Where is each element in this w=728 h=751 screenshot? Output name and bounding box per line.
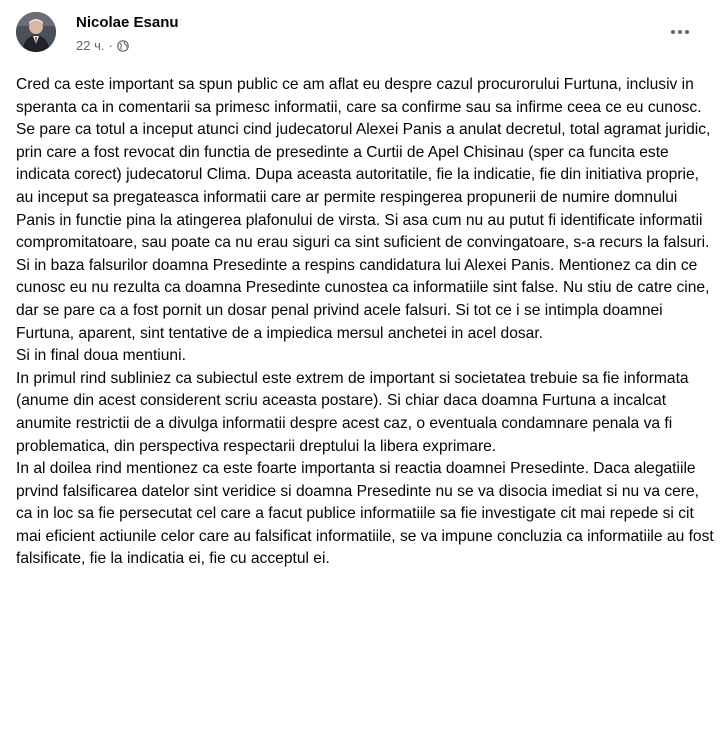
- avatar[interactable]: [16, 12, 56, 52]
- post-time[interactable]: 22 ч.: [76, 38, 105, 53]
- post-body: [16, 74, 716, 571]
- post-paragraph: Si in final doua mentiuni.: [16, 347, 186, 365]
- post-meta: [76, 38, 129, 53]
- post-paragraph: Cred ca este important sa spun public ce am aflat eu despre cazul procurorului Furtuna, inclusiv in speranta ca in comentarii sa primesc informatii, care sa confirme sau sa infirme ceea ce eu cunosc.: [16, 76, 702, 116]
- post-paragraph: In al doilea rind mentionez ca este foarte importanta si reactia doamnei Presedinte. Daca alegatiile prvind falsificarea datelor sint veridice si doamna Presedinte nu se va disocia imediat si nu va cere, ca in loc sa fie persecutat cel care a facut publice informatiile sa fie investigate cit mai repede si cit mai eficient actiunile celor care au falsificat informatiile, se va impune concluzia ca informatiile au fost falsificate, fie la indicatia ei, fie cu acceptul ei.: [16, 460, 714, 568]
- post-paragraph: In primul rind subliniez ca subiectul este extrem de important si societatea trebuie sa fie informata (anume din acest considerent scriu aceasta postare). Si chiar daca doamna Furtuna a incalcat anumite restrictii de a divulga informatii despre acest caz, o eventuala condamnare penala va fi problematica, din perspectiva respectarii dreptului la libera exprimare.: [16, 369, 689, 455]
- meta-separator: ·: [108, 38, 113, 53]
- post-header: [16, 12, 712, 62]
- more-options-button[interactable]: [662, 20, 698, 44]
- more-dot-icon: [671, 30, 675, 34]
- avatar-image: [16, 12, 56, 52]
- author-name[interactable]: Nicolae Esanu: [76, 14, 179, 31]
- more-dot-icon: [685, 30, 689, 34]
- post-paragraph: Se pare ca totul a inceput atunci cind judecatorul Alexei Panis a anulat decretul, total agramat juridic, prin care a fost revocat din functia de presedinte a Curtii de Apel Chisinau (sper ca funcita este indicata corect) judecatorul Clima. Dupa aceasta autoritatile, fie la indicatie, fie din initiativa proprie, au inceput sa pregateasca informatii care ar permite respingerea propunerii de numire domnului Panis in functie pina la atingerea plafonului de virsta. Si asa cum nu au putut fi identificate informatii compromitatoare, sau poate ca nu erau siguri ca sint suficient de convingatoare, s-a recurs la falsuri. Si in baza falsurilor doamna Presedinte a respins candidatura lui Alexei Panis. Mentionez ca din ce cunosc eu nu rezulta ca doamna Presedinte cunostea ca informatiile sint false. Nu stiu de catre cine, dar se pare ca a fost pornit un dosar penal privind acele falsuri. Si tot ce i se intimpla doamnei Furtuna, aparent, sint tentative de a impiedica mersul anchetei in acel dosar.: [16, 121, 711, 342]
- globe-icon[interactable]: [117, 40, 129, 52]
- more-dot-icon: [678, 30, 682, 34]
